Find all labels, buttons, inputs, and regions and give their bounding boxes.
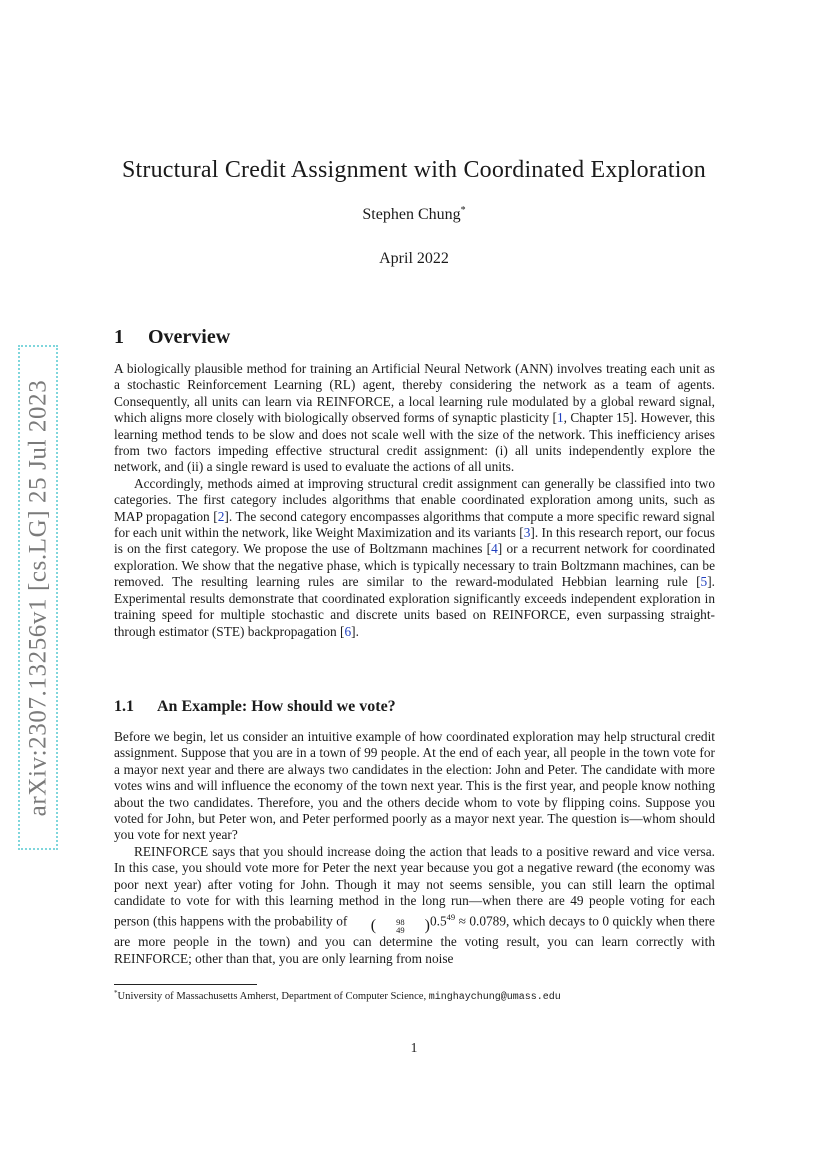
author-line (0, 205, 828, 224)
footnote-divider (114, 984, 257, 985)
overview-paragraph-1: A biologically plausible method for training an Artificial Neural Network (ANN) involves treating each unit as a stochastic Reinforcement Learning (RL) agent, thereby considering the network as a team of agents. Consequently, all units can learn via REINFORCE, a local learning rule modulated by a global reward signal, which aligns more closely with biologically observed forms of synaptic plasticity [1, Chapter 15]. However, this learning method tends to be slow and does not scale well with the size of the network. This inefficiency arises from two factors impeding effective structural credit assignment: (i) all units independently explore the network, and (ii) a single reward is used to evaluate the actions of all units. (114, 361, 716, 475)
citation-link[interactable]: 4 (491, 541, 498, 557)
paper-date: April 2022 (379, 250, 449, 267)
subsection-title: An Example: How should we vote? (157, 698, 396, 715)
section-number: 1 (114, 326, 124, 348)
example-body (114, 729, 715, 967)
page-number: 1 (410, 1040, 418, 1055)
footnote-mark: * (114, 989, 118, 997)
arxiv-identifier-stamp[interactable] (18, 345, 58, 850)
subsection-number: 1.1 (114, 698, 134, 715)
author-name: Stephen Chung (362, 206, 461, 223)
overview-paragraph-2: Accordingly, methods aimed at improving structural credit assignment can generally be classified into two categories. The first category includes algorithms that enable coordinated exploration among units, such as MAP propagation [2]. The second category encompasses algorithms that compute a more specific reward signal for each unit within the network, like Weight Maximization and its variants [3]. In this research report, our focus is on the first category. We propose the use of Boltzmann machines [4] or a recurrent network for coordinated exploration. We show that the negative phase, which is typically necessary to train Boltzmann machines, can be removed. The resulting learning rules are similar to the reward-modulated Hebbian learning rule [5]. Experimental results demonstrate that coordinated exploration significantly exceeds independent exploration in training speed for multiple stochastic and discrete units based on REINFORCE, even surpassing straight-through estimator (STE) backpropagation [6]. (114, 475, 715, 639)
citation-link[interactable]: 1 (556, 410, 564, 426)
example-paragraph-1: Before we begin, let us consider an intuitive example of how coordinated exploration may help structural credit assignment. Suppose that you are in a town of 99 people. At the end of each year, all people in the town vote for a mayor next year and there are always two candidates in the election: John and Peter. The candidate with more votes wins and will influence the economy of the town next year. This is the first year, and people know nothing about the two candidates. Therefore, you and the others decide whom to vote by flipping coins. Suppose you voted for John, but Peter won, and Peter performed poorly as a mayor next year. The question is—whom should you vote for next year? (114, 729, 715, 843)
citation-link[interactable]: 3 (523, 525, 531, 541)
subsection-heading (114, 698, 396, 716)
paper-title: Structural Credit Assignment with Coordinated Exploration (122, 157, 706, 183)
section-heading (114, 326, 230, 349)
arxiv-identifier-text: arXiv:2307.13256v1 [cs.LG] 25 Jul 2023 (24, 379, 51, 816)
citation-link[interactable]: 5 (700, 574, 708, 590)
example-paragraph-2: REINFORCE says that you should increase doing the action that leads to a positive reward and vice versa. In this case, you should vote more for Peter the next year because you got a negative reward (the economy was poor next year) after voting for John. Though it may not seems sensible, you can still learn the optimal candidate to vote for with this learning method in the long run—when there are 49 people voting for each person (this happens with the probability of ( 98 49 ) $0.5^{49} \approx 0.0789$, which decays to 0 quickly when there are more people in the town) and you can determine the voting result, you can learn correctly with REINFORCE; other than that, you are only learning from noise (114, 843, 715, 966)
citation-link[interactable]: 6 (344, 623, 352, 639)
author-footnote-mark[interactable]: * (460, 205, 466, 216)
footnote (114, 989, 715, 1003)
footnote-email[interactable]: minghaychung@umass.edu (428, 992, 561, 1003)
binomial-coefficient: ( 98 49 ) (370, 916, 430, 936)
section-title: Overview (148, 326, 231, 348)
footnote-affiliation: University of Massachusetts Amherst, Department of Computer Science, (117, 991, 429, 1002)
citation-link[interactable]: 2 (217, 508, 225, 524)
overview-body (114, 361, 715, 640)
